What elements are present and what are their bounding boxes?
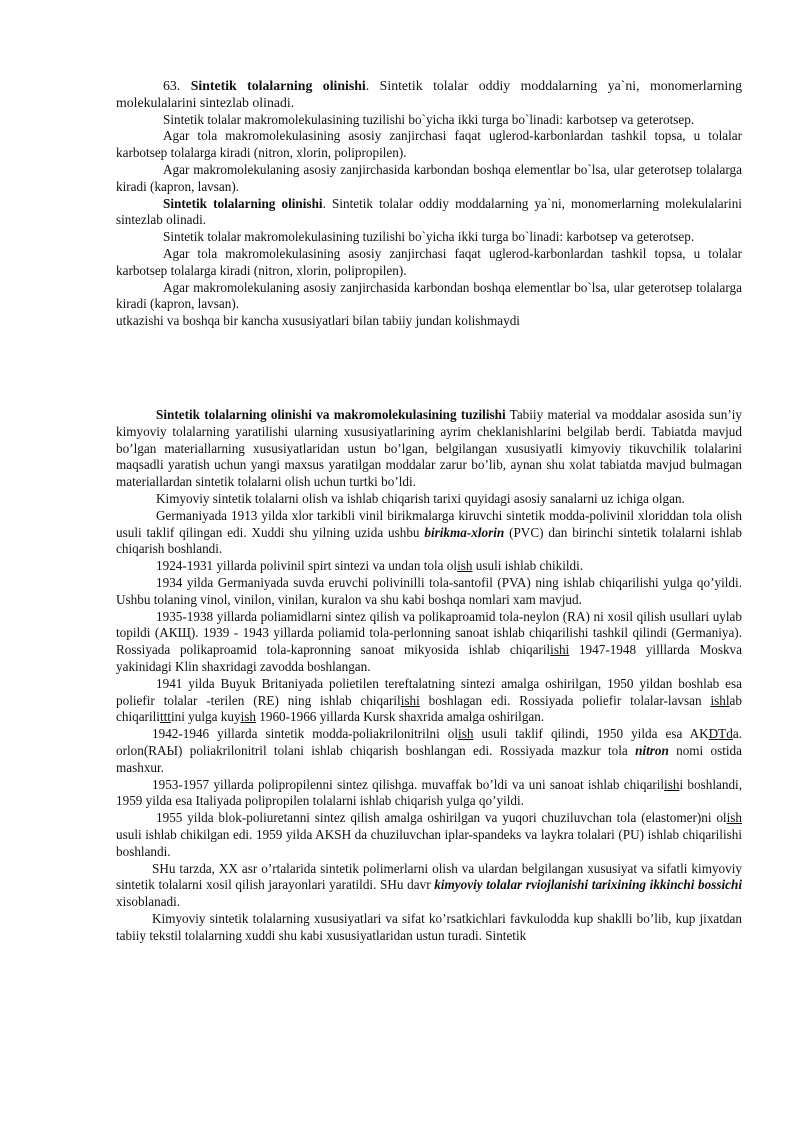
underlined-text: ish	[458, 726, 474, 742]
underlined-text: ish	[726, 810, 742, 826]
underlined-text: DTd	[708, 726, 733, 742]
paragraph-text: 1942-1946 yillarda sintetik modda-poliakrilonitrilni ol	[152, 726, 459, 742]
paragraph-text: a. orlon(RAЫ) poliakrilonitril tolani ishlab chiqarish boshlangan edi. Rossiyada mazkur tola	[116, 726, 742, 758]
underlined-text: ishl	[710, 692, 730, 708]
paragraph-text: 1935-1938 yillarda poliamidlarni sintez qilish va polikaproamid tola-neylon (RA) ni xosil qilish usullari uylab topildi (АКЩ). 1939 - 1943 yillarda poliamid tola-perlonning sanoat ishlab chiqarilishi tashkil qilindi (Germaniya). Rossiyada polikaproamid tola-kapronning sanoat mikyosida ishlab chiqaril	[116, 608, 742, 658]
paragraph-text: ini yulga kuy	[170, 709, 241, 725]
underlined-text: ish	[240, 709, 256, 725]
paragraph-text: Tabiiy material va moddalar asosida sun’iy kimyoviy tolalarning yaratilishi ularning xususiyatlarining ayrim cheklanishlarini belgilab berdi. Tabiatda mavjud bo’lgan materiallarning xususiyatlaridan ustun bo’lgan, belgilangan xususiyatli kimyoviy tikuvchilik tolalarini maqsadli yaratish uchun yangi maxsus yaratilgan moddalar zarur bo’lib, aynan shu xolat tabiatda mavjud bulmagan materiallardan sintetik tolalarni olish uchun turtki bo’ldi.	[116, 407, 742, 490]
paragraph	[116, 558, 742, 575]
paragraph: Agar makromolekulaning asosiy zanjirchasida karbondan boshqa elementlar bo`lsa, ular geterotsep tolalarga kiradi (kapron, lavsan).	[116, 161, 742, 194]
paragraph	[116, 407, 742, 491]
paragraph: 1934 yilda Germaniyada suvda eruvchi polivinilli tola-santofil (PVA) ning ishlab chiqarilishi yulga qo’yildi. Ushbu tolaning vinol, vinilon, vinilan, kuralon va shu kabi boshqa nomlari xam mavjud.	[116, 574, 742, 607]
paragraph	[116, 676, 742, 726]
section-heading: Sintetik tolalarning olinishi va makromolekulasining tuzilishi	[156, 407, 506, 422]
paragraph-text: 1953-1957 yillarda polipropilenni sintez qilishga. muvaffak bo’ldi va uni sanoat ishlab chiqaril	[152, 776, 665, 792]
paragraph-text: i boshlandi, 1959 yilda esa Italiyada polipropilen tolalarni ishlab chiqarish yulga qo’yildi.	[116, 776, 743, 809]
section-number: 63.	[163, 78, 181, 93]
paragraph	[116, 609, 742, 676]
text-block-synthetic-fibers-summary	[116, 78, 742, 330]
paragraph: Agar makromolekulaning asosiy zanjirchasida karbondan boshqa elementlar bo`lsa, ular geterotsep tolalarga kiradi (kapron, lavsan).	[116, 279, 742, 312]
underlined-text: ish	[664, 776, 680, 792]
underlined-text: ttt	[159, 709, 171, 725]
paragraph-text: 1941 yilda Buyuk Britaniyada polietilen tereftalatning sintezi amalga oshirilgan, 1950 yildan boshlab esa poliefir tolalar -terilen (RE) ning ishlab chiqaril	[116, 675, 742, 708]
paragraph-text: 1947-1948 yilllarda Moskva yakinidagi Klin shaxridagi zavodda boshlangan.	[116, 642, 742, 674]
section-title: Sintetik tolalarning olinishi	[163, 195, 323, 211]
paragraph	[116, 726, 742, 776]
paragraph: Sintetik tolalar makromolekulasining tuzilishi bo`yicha ikki turga bo`linadi: karbotsep va geterotsep.	[163, 111, 695, 127]
paragraph-text: 1960-1966 yillarda Kursk shaxrida amalga oshirilgan.	[255, 709, 545, 725]
emphasis-text: kimyoviy tolalar rviojlanishi tarixining ikkinchi bossichi	[434, 877, 743, 893]
paragraph-text: SHu tarzda, XX asr o’rtalarida sintetik polimerlarni olish va ulardan belgilangan xususiyat va sifatli kimyoviy sintetik tolalarni xosil qilish jarayonlari yaratildi. SHu davr	[116, 860, 742, 893]
paragraph-text: (PVC) dan birinchi sintetik tolalarni ishlab chiqarish boshlandi.	[116, 524, 743, 557]
paragraph-text: nomi ostida mashxur.	[116, 742, 742, 775]
underlined-text: ishi	[550, 642, 570, 658]
paragraph	[116, 861, 742, 911]
paragraph-text: usuli taklif qilindi, 1950 yilda esa AK	[473, 726, 709, 742]
emphasis-text: birikma-xlorin	[424, 524, 505, 540]
paragraph	[116, 777, 742, 811]
paragraph	[116, 196, 742, 230]
paragraph-text: xisoblanadi.	[116, 894, 181, 910]
paragraph: utkazishi va boshqa bir kancha xususiyatlari bilan tabiiy jundan kolishmaydi	[116, 313, 520, 329]
paragraph	[116, 810, 742, 860]
paragraph-text: usuli ishlab chikildi.	[472, 558, 584, 574]
paragraph: Kimyoviy sintetik tolalarning xususiyatlari va sifat ko’rsatkichlari favkulodda kup shaklli bo’lib, kup jixatdan tabiiy tekstil tolalarning xuddi shu kabi xususiyatlaridan ustun turadi. Sintetik	[116, 910, 742, 943]
paragraph-text: . Sintetik tolalar oddiy moddalarning ya`ni, monomerlarning molekulalarini sintezlab olinadi.	[116, 195, 742, 228]
underlined-text: ishi	[400, 692, 420, 708]
paragraph	[116, 508, 742, 558]
paragraph-text: 1924-1931 yillarda polivinil spirt sintezi va undan tola ol	[156, 558, 458, 574]
paragraph-text: 1955 yilda blok-poliuretanni sintez qilish amalga oshirilgan va yuqori chuziluvchan tola (elastomer)ni ol	[156, 810, 727, 826]
section-title: Sintetik tolalarning olinishi	[190, 78, 366, 93]
paragraph: Agar tola makromolekulasining asosiy zanjirchasi faqat uglerod-karbonlardan tashkil topsa, u tolalar karbotsep tolalarga kiradi (nitron, xlorin, polipropilen).	[116, 128, 742, 161]
paragraph: Sintetik tolalar makromolekulasining tuzilishi bo`yicha ikki turga bo`linadi: karbotsep va geterotsep.	[163, 229, 695, 245]
paragraph: Kimyoviy sintetik tolalarni olish va ishlab chiqarish tarixi quyidagi asosiy sanalarni uz ichiga olgan.	[156, 490, 685, 506]
paragraph-text: . Sintetik tolalar oddiy moddalarning ya`ni, monomerlarning molekulalarini sintezlab olinadi.	[116, 78, 742, 110]
paragraph	[116, 78, 742, 112]
paragraph-text: Germaniyada 1913 yilda xlor tarkibli vinil birikmalarga kiruvchi sintetik modda-polivinil xloriddan tola olish usuli taklif qilingan edi. Xuddi shu yilning uzida ushbu	[116, 507, 742, 540]
underlined-text: ish	[457, 558, 473, 574]
paragraph-text: boshlagan edi. Rossiyada poliefir tolalar-lavsan	[419, 692, 711, 708]
text-block-history	[116, 407, 742, 945]
emphasis-text: nitron	[635, 742, 669, 758]
paragraph: Agar tola makromolekulasining asosiy zanjirchasi faqat uglerod-karbonlardan tashkil topsa, u tolalar karbotsep tolalarga kiradi (nitron, xlorin, polipropilen).	[116, 245, 742, 278]
paragraph-text: usuli ishlab chikilgan edi. 1959 yilda AKSH da chuziluvchan iplar-spandeks va laykra tolalari (PU) ishlab chiqarilishi boshlandi.	[116, 826, 742, 859]
paragraph-text: ab chiqarili	[116, 692, 742, 725]
